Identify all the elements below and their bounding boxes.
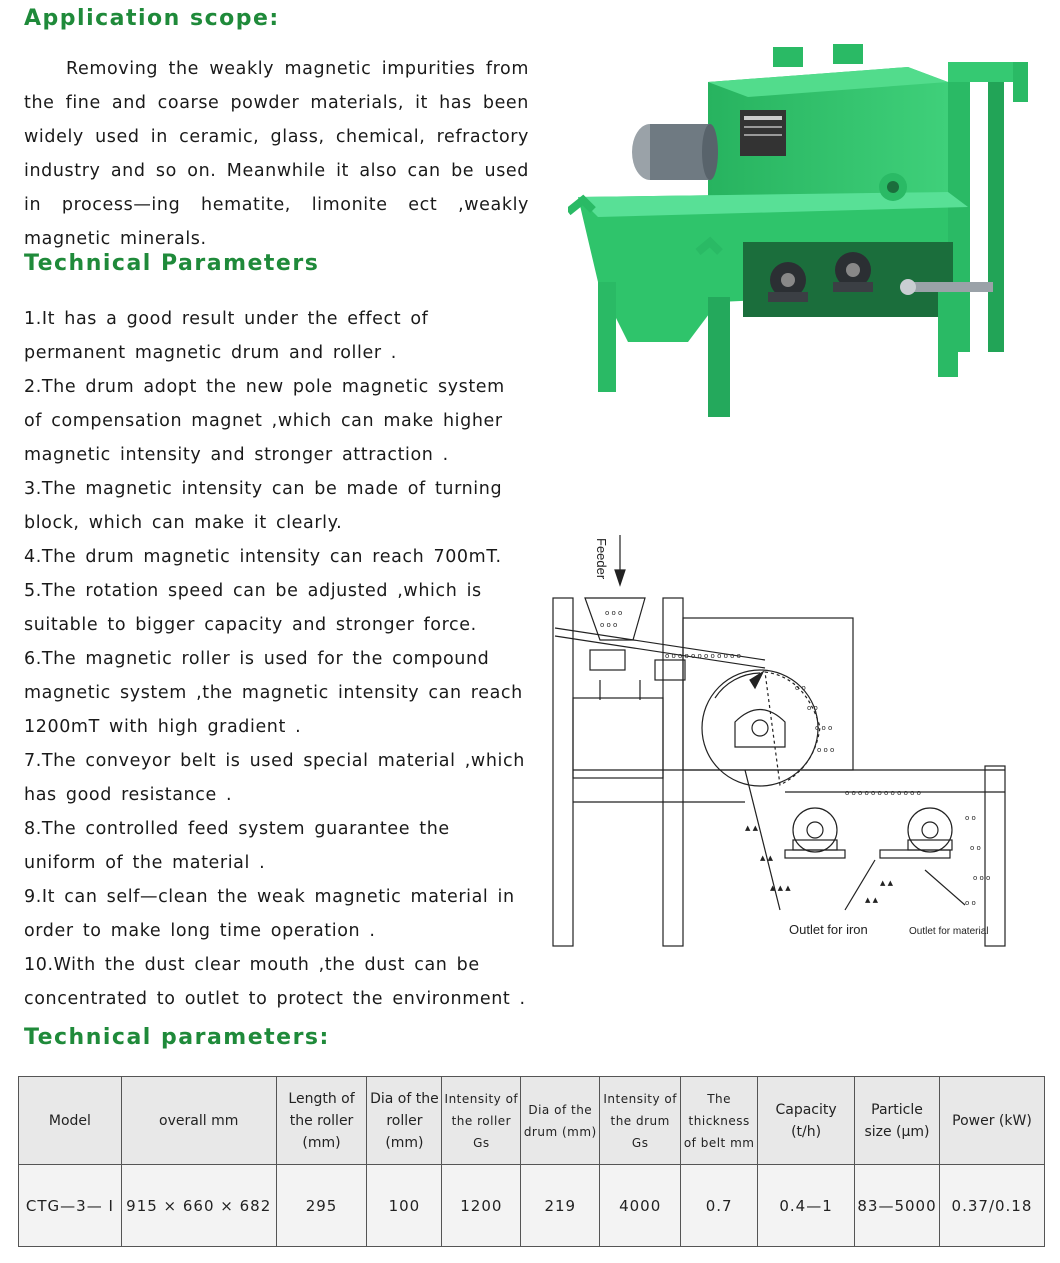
col-header-power: Power (kW)	[939, 1077, 1044, 1165]
col-header-roller-dia: Dia of the roller (mm)	[367, 1077, 442, 1165]
application-scope-text: Removing the weakly magnetic impurities from the fine and coarse powder materials, it has been widely used in ceramic, glass, chemical, refractory industry and so on. Meanwhile it also can be used in process—ing hematite, limonite ect ,weakly magnetic minerals.	[24, 59, 529, 249]
technical-parameters-heading: Technical Parameters	[24, 251, 320, 276]
svg-text:o o: o o	[965, 899, 976, 907]
svg-text:o o: o o	[965, 814, 976, 822]
cell-drum-dia: 219	[521, 1165, 600, 1247]
col-header-capacity: Capacity (t/h)	[758, 1077, 855, 1165]
col-header-overall: overall mm	[121, 1077, 276, 1165]
svg-text:o o o: o o o	[605, 609, 623, 617]
col-header-drum-intensity: Intensity of the drum Gs	[600, 1077, 681, 1165]
svg-text:o o o o o o o o o o o o: o o o o o o o o o o o o	[845, 789, 921, 797]
svg-text:▲ ▲: ▲ ▲	[865, 896, 878, 904]
col-header-particle-size: Particle size (μm)	[855, 1077, 940, 1165]
svg-text:o o: o o	[795, 684, 806, 692]
col-header-roller-length: Length of the roller (mm)	[276, 1077, 367, 1165]
col-header-model: Model	[19, 1077, 122, 1165]
feature-item: 5.The rotation speed can be adjusted ,which is suitable to bigger capacity and stronger force.	[24, 581, 482, 635]
spec-table	[18, 1076, 1045, 1247]
feature-item: 9.It can self—clean the weak magnetic material in order to make long time operation .	[24, 887, 515, 941]
separator-machine-photo	[568, 42, 1038, 432]
table-header-row	[19, 1077, 1045, 1165]
cell-model: CTG—3— Ⅰ	[19, 1165, 122, 1247]
feature-item: 10.With the dust clear mouth ,the dust can be concentrated to outlet to protect the environment .	[24, 955, 526, 1009]
outlet-material-label: Outlet for material	[909, 926, 989, 937]
cell-roller-dia: 100	[367, 1165, 442, 1247]
feature-item: 3.The magnetic intensity can be made of turning block, which can make it clearly.	[24, 479, 503, 533]
col-header-drum-dia: Dia of the drum (mm)	[521, 1077, 600, 1165]
cell-drum-intensity: 4000	[600, 1165, 681, 1247]
svg-text:o o: o o	[807, 704, 818, 712]
svg-text:o o o: o o o	[815, 724, 833, 732]
feature-item: 8.The controlled feed system guarantee the uniform of the material .	[24, 819, 450, 873]
svg-text:▲ ▲ ▲: ▲ ▲ ▲	[770, 884, 791, 892]
cell-particle-size: 83—5000	[855, 1165, 940, 1247]
svg-text:o o o o o o o o o o o o: o o o o o o o o o o o o	[665, 652, 741, 660]
cell-roller-intensity: 1200	[442, 1165, 521, 1247]
feature-item: 7.The conveyor belt is used special material ,which has good resistance .	[24, 751, 525, 805]
application-scope-heading: Application scope:	[24, 6, 280, 31]
table-row	[19, 1165, 1045, 1247]
cell-capacity: 0.4—1	[758, 1165, 855, 1247]
cell-belt-thickness: 0.7	[681, 1165, 758, 1247]
outlet-iron-label: Outlet for iron	[789, 922, 868, 937]
svg-text:▲ ▲: ▲ ▲	[760, 854, 773, 862]
svg-text:o o o: o o o	[817, 746, 835, 754]
col-header-roller-intensity: Intensity of the roller Gs	[442, 1077, 521, 1165]
svg-text:o o o: o o o	[600, 621, 618, 629]
technical-parameters-table-heading: Technical parameters:	[24, 1025, 330, 1050]
cell-overall: 915 × 660 × 682	[121, 1165, 276, 1247]
working-principle-diagram	[545, 530, 1015, 960]
feature-item: 4.The drum magnetic intensity can reach 700mT.	[24, 547, 502, 567]
svg-text:▲ ▲: ▲ ▲	[745, 824, 758, 832]
feature-item: 6.The magnetic roller is used for the compound magnetic system ,the magnetic intensity can reach 1200mT with high gradient .	[24, 649, 523, 737]
feature-item: 1.It has a good result under the effect of permanent magnetic drum and roller .	[24, 309, 429, 363]
feeder-label: Feeder	[594, 538, 609, 580]
cell-power: 0.37/0.18	[939, 1165, 1044, 1247]
svg-text:▲ ▲: ▲ ▲	[880, 879, 893, 887]
cell-roller-length: 295	[276, 1165, 367, 1247]
feature-list	[24, 302, 529, 1016]
svg-text:o o: o o	[970, 844, 981, 852]
svg-text:o o o: o o o	[973, 874, 991, 882]
feature-item: 2.The drum adopt the new pole magnetic system of compensation magnet ,which can make higher magnetic intensity and stronger attraction .	[24, 377, 505, 465]
col-header-belt-thickness: The thickness of belt mm	[681, 1077, 758, 1165]
